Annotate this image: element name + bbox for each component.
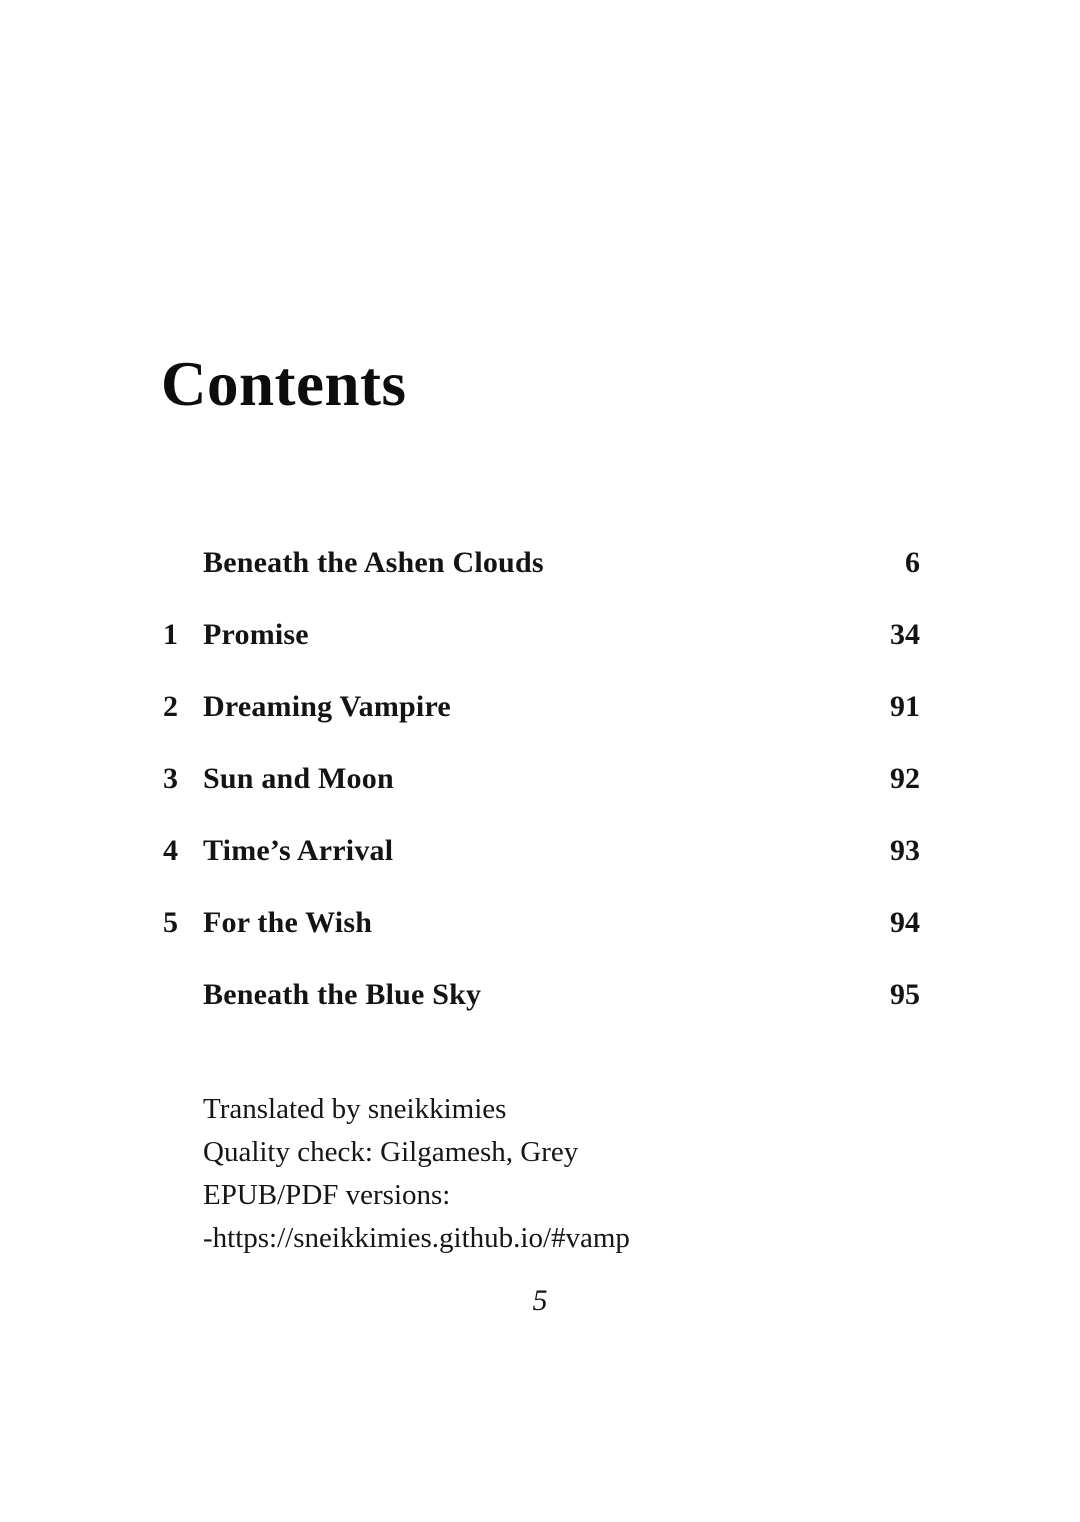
toc-entry-dreaming-vampire — [163, 692, 920, 722]
toc-entry-page: 6 — [905, 546, 920, 579]
toc-entry-page: 91 — [890, 690, 920, 723]
credits-url: -https://sneikkimies.github.io/#vamp — [203, 1222, 630, 1254]
toc-entry-number: 4 — [163, 834, 178, 867]
toc-entry-page: 95 — [890, 978, 920, 1011]
toc-entry-title: Sun and Moon — [203, 762, 394, 795]
toc-entry-page: 34 — [890, 618, 920, 651]
toc-entry-page: 92 — [890, 762, 920, 795]
page-number: 5 — [532, 1284, 548, 1317]
credits-translator: Translated by sneikkimies — [203, 1093, 507, 1125]
toc-entry-title: Beneath the Blue Sky — [203, 978, 482, 1011]
credits-block — [203, 1088, 630, 1260]
toc-entry-sun-and-moon — [163, 764, 920, 794]
toc-entry-page: 93 — [890, 834, 920, 867]
toc-entry-title: Dreaming Vampire — [203, 690, 451, 723]
table-of-contents — [163, 548, 920, 1052]
credits-quality-check: Quality check: Gilgamesh, Grey — [203, 1136, 579, 1168]
toc-entry-beneath-the-ashen-clouds — [163, 548, 920, 578]
toc-entry-title: Promise — [203, 618, 309, 651]
toc-entry-title: Beneath the Ashen Clouds — [203, 546, 544, 579]
toc-entry-number: 2 — [163, 690, 178, 723]
toc-entry-times-arrival — [163, 836, 920, 866]
toc-entry-number: 1 — [163, 618, 178, 651]
toc-entry-title: Time’s Arrival — [203, 834, 394, 867]
page-title: Contents — [161, 349, 407, 419]
toc-entry-for-the-wish — [163, 908, 920, 938]
toc-entry-number: 3 — [163, 762, 178, 795]
toc-entry-title: For the Wish — [203, 906, 373, 939]
toc-entry-beneath-the-blue-sky — [163, 980, 920, 1010]
toc-entry-number: 5 — [163, 906, 178, 939]
toc-entry-promise — [163, 620, 920, 650]
toc-entry-page: 94 — [890, 906, 920, 939]
credits-versions: EPUB/PDF versions: — [203, 1179, 451, 1211]
